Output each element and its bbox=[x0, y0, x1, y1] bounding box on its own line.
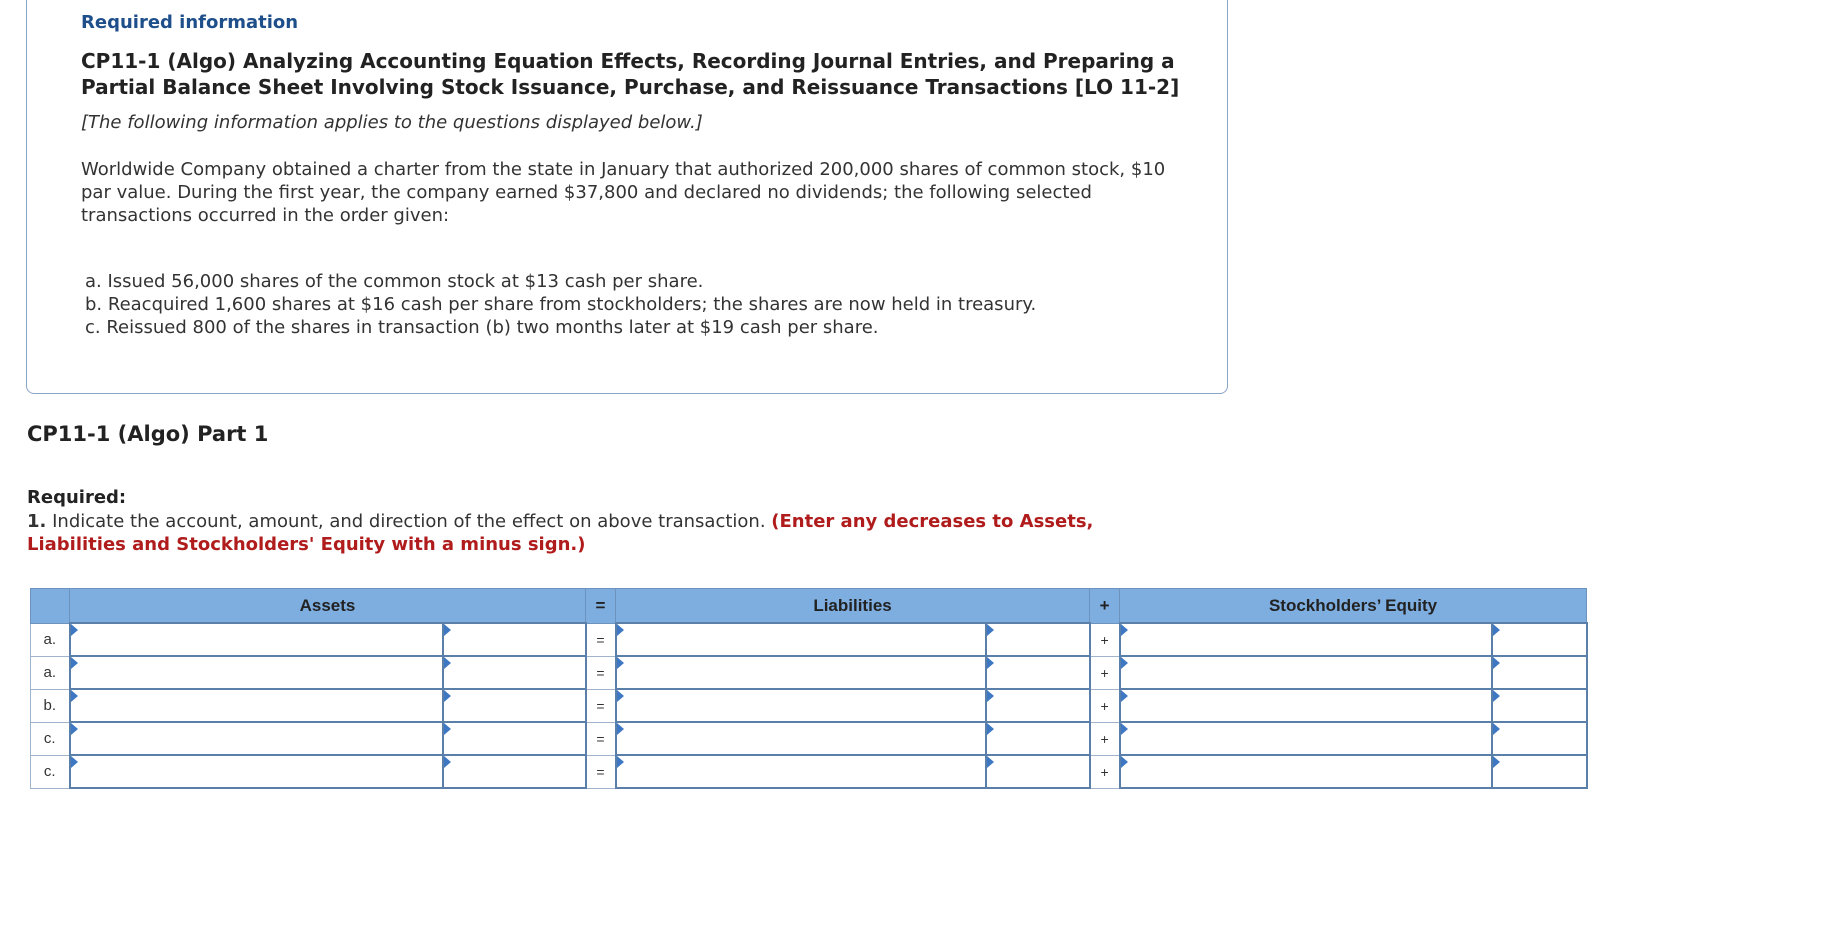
header-stockholders-equity: Stockholders’ Equity bbox=[1120, 589, 1587, 624]
assets-account-input[interactable] bbox=[71, 723, 442, 754]
table-row bbox=[31, 689, 1587, 722]
table-row bbox=[31, 623, 1587, 656]
equity-account-input-cell[interactable] bbox=[1120, 689, 1492, 722]
liabilities-account-input-cell[interactable] bbox=[616, 656, 986, 689]
liabilities-amount-input[interactable] bbox=[987, 723, 1089, 754]
equals-sign: = bbox=[586, 755, 616, 788]
equity-amount-input-cell[interactable] bbox=[1492, 722, 1587, 755]
table-row bbox=[31, 722, 1587, 755]
required-information-heading: Required information bbox=[81, 12, 299, 33]
equity-account-input[interactable] bbox=[1121, 624, 1491, 655]
liabilities-account-input[interactable] bbox=[617, 723, 985, 754]
dropdown-indicator-icon bbox=[71, 723, 78, 735]
assets-account-input-cell[interactable] bbox=[70, 623, 443, 656]
applies-note: [The following information applies to the questions displayed below.] bbox=[81, 112, 703, 133]
transaction-item-b: b. Reacquired 1,600 shares at $16 cash per share from stockholders; the shares are now held in treasury. bbox=[85, 294, 1037, 315]
liabilities-amount-input-cell[interactable] bbox=[986, 689, 1090, 722]
dropdown-indicator-icon bbox=[1121, 756, 1128, 768]
plus-sign: + bbox=[1090, 689, 1120, 722]
dropdown-indicator-icon bbox=[1493, 657, 1500, 669]
assets-amount-input-cell[interactable] bbox=[443, 623, 586, 656]
plus-sign: + bbox=[1090, 722, 1120, 755]
liabilities-account-input[interactable] bbox=[617, 690, 985, 721]
table-row bbox=[31, 755, 1587, 788]
dropdown-indicator-icon bbox=[617, 657, 624, 669]
instruction-body: Indicate the account, amount, and direction of the effect on above transaction. bbox=[46, 511, 772, 532]
assets-account-input-cell[interactable] bbox=[70, 755, 443, 788]
liabilities-amount-input-cell[interactable] bbox=[986, 722, 1090, 755]
equity-amount-input-cell[interactable] bbox=[1492, 656, 1587, 689]
equity-account-input-cell[interactable] bbox=[1120, 656, 1492, 689]
equity-account-input[interactable] bbox=[1121, 756, 1491, 787]
problem-title: CP11-1 (Algo) Analyzing Accounting Equation Effects, Recording Journal Entries, and Preparing a Partial Balance Sheet Involving Stock Issuance, Purchase, and Reissuance Transactions [LO 11-2] bbox=[81, 49, 1180, 99]
dropdown-indicator-icon bbox=[1121, 690, 1128, 702]
instruction-text bbox=[27, 510, 1197, 556]
equity-amount-input-cell[interactable] bbox=[1492, 689, 1587, 722]
equity-amount-input[interactable] bbox=[1493, 657, 1586, 688]
liabilities-amount-input[interactable] bbox=[987, 756, 1089, 787]
required-label: Required: bbox=[27, 487, 127, 508]
dropdown-indicator-icon bbox=[444, 624, 451, 636]
liabilities-account-input-cell[interactable] bbox=[616, 623, 986, 656]
assets-account-input-cell[interactable] bbox=[70, 722, 443, 755]
dropdown-indicator-icon bbox=[987, 624, 994, 636]
equity-account-input[interactable] bbox=[1121, 723, 1491, 754]
equity-account-input[interactable] bbox=[1121, 690, 1491, 721]
equals-sign: = bbox=[586, 689, 616, 722]
header-plus: + bbox=[1090, 589, 1120, 624]
table-row bbox=[31, 656, 1587, 689]
dropdown-indicator-icon bbox=[444, 657, 451, 669]
dropdown-indicator-icon bbox=[1493, 624, 1500, 636]
equals-sign: = bbox=[586, 623, 616, 656]
dropdown-indicator-icon bbox=[617, 624, 624, 636]
dropdown-indicator-icon bbox=[71, 624, 78, 636]
assets-account-input[interactable] bbox=[71, 756, 442, 787]
plus-sign: + bbox=[1090, 623, 1120, 656]
equity-amount-input[interactable] bbox=[1493, 756, 1586, 787]
assets-account-input-cell[interactable] bbox=[70, 689, 443, 722]
assets-account-input[interactable] bbox=[71, 624, 442, 655]
row-label: a. bbox=[31, 656, 70, 689]
dropdown-indicator-icon bbox=[987, 690, 994, 702]
header-liabilities: Liabilities bbox=[616, 589, 1090, 624]
row-label: c. bbox=[31, 722, 70, 755]
instruction-warning: (Enter any decreases to Assets, Liabilities and Stockholders' Equity with a minus sign.) bbox=[27, 511, 1094, 555]
dropdown-indicator-icon bbox=[987, 756, 994, 768]
dropdown-indicator-icon bbox=[1121, 657, 1128, 669]
table-header-row bbox=[31, 589, 1587, 624]
equity-account-input-cell[interactable] bbox=[1120, 623, 1492, 656]
liabilities-account-input-cell[interactable] bbox=[616, 689, 986, 722]
assets-amount-input[interactable] bbox=[444, 723, 585, 754]
plus-sign: + bbox=[1090, 656, 1120, 689]
dropdown-indicator-icon bbox=[1121, 624, 1128, 636]
dropdown-indicator-icon bbox=[1493, 723, 1500, 735]
equity-amount-input-cell[interactable] bbox=[1492, 755, 1587, 788]
equity-amount-input[interactable] bbox=[1493, 690, 1586, 721]
part-title: CP11-1 (Algo) Part 1 bbox=[27, 422, 269, 446]
liabilities-account-input-cell[interactable] bbox=[616, 722, 986, 755]
assets-amount-input-cell[interactable] bbox=[443, 722, 586, 755]
dropdown-indicator-icon bbox=[444, 723, 451, 735]
dropdown-indicator-icon bbox=[71, 756, 78, 768]
liabilities-amount-input[interactable] bbox=[987, 690, 1089, 721]
assets-account-input[interactable] bbox=[71, 690, 442, 721]
equity-account-input-cell[interactable] bbox=[1120, 755, 1492, 788]
liabilities-account-input[interactable] bbox=[617, 756, 985, 787]
equals-sign: = bbox=[586, 722, 616, 755]
dropdown-indicator-icon bbox=[444, 690, 451, 702]
equity-amount-input[interactable] bbox=[1493, 723, 1586, 754]
header-row-label bbox=[31, 589, 70, 624]
liabilities-account-input[interactable] bbox=[617, 657, 985, 688]
row-label: c. bbox=[31, 755, 70, 788]
header-assets: Assets bbox=[70, 589, 586, 624]
equity-account-input[interactable] bbox=[1121, 657, 1491, 688]
equity-amount-input[interactable] bbox=[1493, 624, 1586, 655]
assets-account-input[interactable] bbox=[71, 657, 442, 688]
problem-description: Worldwide Company obtained a charter from the state in January that authorized 200,000 shares of common stock, $10 par value. During the first year, the company earned $37,800 and declared no dividends; the following selected transactions occurred in the order given: bbox=[81, 159, 1166, 226]
assets-amount-input-cell[interactable] bbox=[443, 656, 586, 689]
assets-amount-input-cell[interactable] bbox=[443, 689, 586, 722]
dropdown-indicator-icon bbox=[617, 756, 624, 768]
assets-amount-input[interactable] bbox=[444, 657, 585, 688]
row-label: a. bbox=[31, 623, 70, 656]
dropdown-indicator-icon bbox=[71, 657, 78, 669]
liabilities-amount-input[interactable] bbox=[987, 657, 1089, 688]
assets-amount-input[interactable] bbox=[444, 690, 585, 721]
liabilities-account-input[interactable] bbox=[617, 624, 985, 655]
header-equals: = bbox=[586, 589, 616, 624]
transaction-list bbox=[85, 270, 1036, 339]
liabilities-amount-input[interactable] bbox=[987, 624, 1089, 655]
dropdown-indicator-icon bbox=[987, 723, 994, 735]
assets-amount-input[interactable] bbox=[444, 624, 585, 655]
dropdown-indicator-icon bbox=[617, 723, 624, 735]
equity-amount-input-cell[interactable] bbox=[1492, 623, 1587, 656]
instruction-number: 1. bbox=[27, 511, 47, 532]
row-label: b. bbox=[31, 689, 70, 722]
assets-account-input-cell[interactable] bbox=[70, 656, 443, 689]
accounting-equation-table bbox=[30, 588, 1588, 789]
dropdown-indicator-icon bbox=[617, 690, 624, 702]
liabilities-amount-input-cell[interactable] bbox=[986, 656, 1090, 689]
dropdown-indicator-icon bbox=[1121, 723, 1128, 735]
liabilities-amount-input-cell[interactable] bbox=[986, 755, 1090, 788]
dropdown-indicator-icon bbox=[987, 657, 994, 669]
dropdown-indicator-icon bbox=[1493, 756, 1500, 768]
equity-account-input-cell[interactable] bbox=[1120, 722, 1492, 755]
dropdown-indicator-icon bbox=[71, 690, 78, 702]
transaction-item-c: c. Reissued 800 of the shares in transaction (b) two months later at $19 cash per share. bbox=[85, 317, 879, 338]
liabilities-amount-input-cell[interactable] bbox=[986, 623, 1090, 656]
assets-amount-input-cell[interactable] bbox=[443, 755, 586, 788]
assets-amount-input[interactable] bbox=[444, 756, 585, 787]
liabilities-account-input-cell[interactable] bbox=[616, 755, 986, 788]
transaction-item-a: a. Issued 56,000 shares of the common stock at $13 cash per share. bbox=[85, 271, 704, 292]
dropdown-indicator-icon bbox=[1493, 690, 1500, 702]
equals-sign: = bbox=[586, 656, 616, 689]
plus-sign: + bbox=[1090, 755, 1120, 788]
dropdown-indicator-icon bbox=[444, 756, 451, 768]
